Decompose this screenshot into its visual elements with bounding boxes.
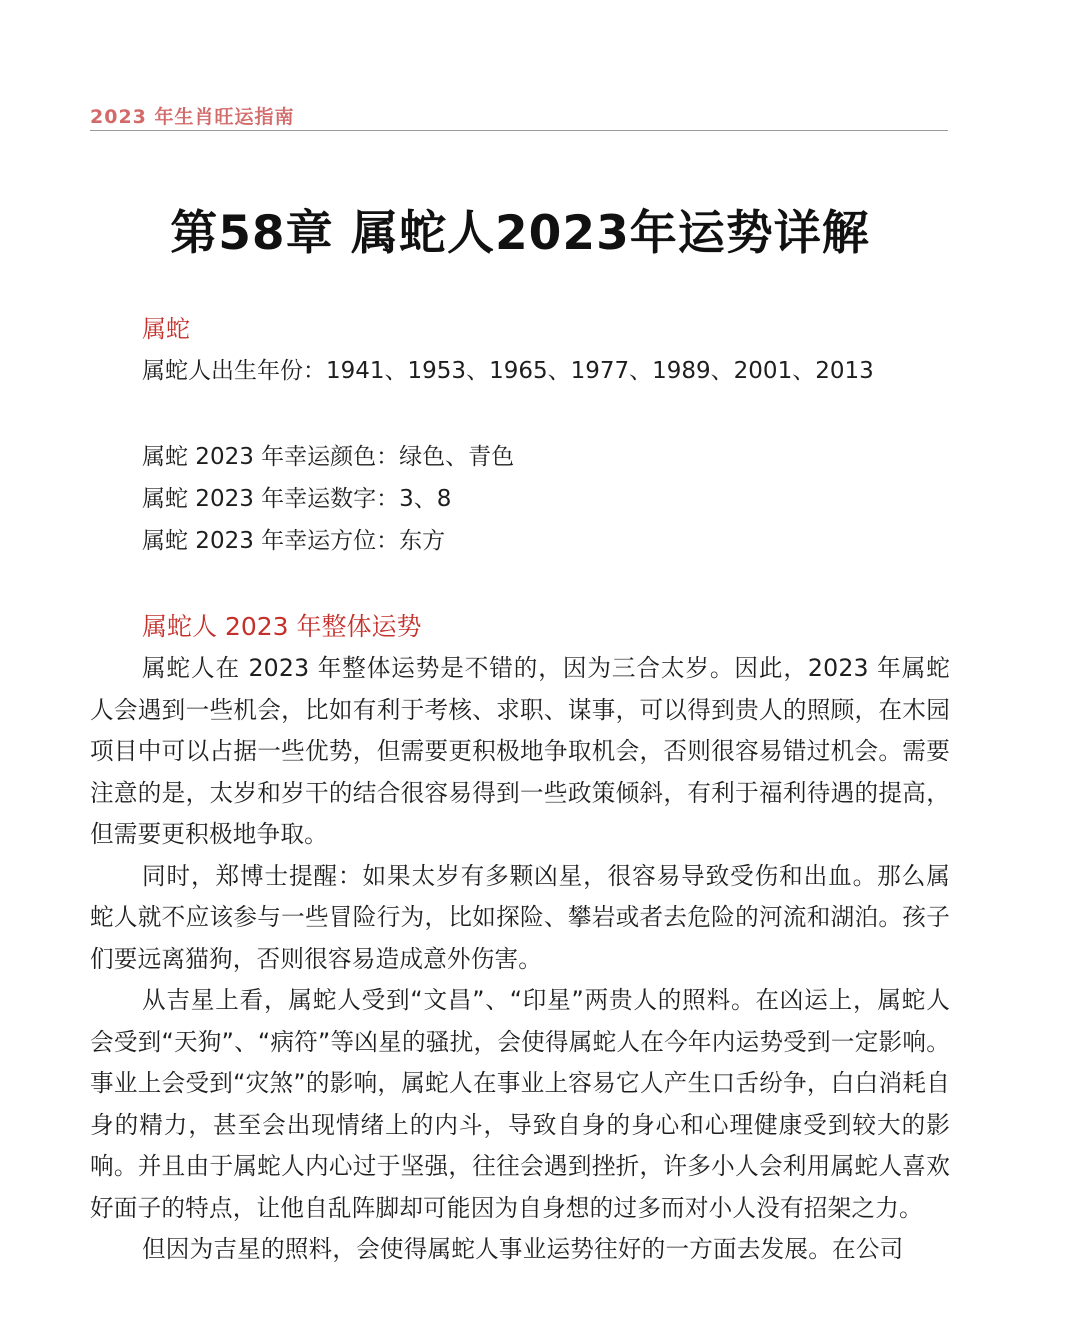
- zodiac-heading: 属蛇: [142, 315, 190, 343]
- lucky-number-line: 属蛇 2023 年幸运数字：3、8: [142, 486, 452, 512]
- birth-years-line: 属蛇人出生年份：1941、1953、1965、1977、1989、2001、2013: [142, 358, 874, 384]
- running-header-text: 2023 年生肖旺运指南: [90, 106, 295, 128]
- running-header: [90, 100, 948, 131]
- paragraph-career: 但因为吉星的照料，会使得属蛇人事业运势往好的一方面去发展。在公司: [142, 1235, 904, 1263]
- paragraph-stars: 从吉星上看，属蛇人受到“文昌”、“印星”两贵人的照料。在凶运上，属蛇人会受到“天狗”、“病符”等凶星的骚扰，会使得属蛇人在今年内运势受到一定影响。事业上会受到“灾煞”的影响，属蛇人在事业上容易它人产生口舌纷争，白白消耗自身的精力，甚至会出现情绪上的内斗，导致自身的身心和心理健康受到较大的影响。并且由于属蛇人内心过于坚强，往往会遇到挫折，许多小人会利用属蛇人喜欢好面子的特点，让他自乱阵脚却可能因为自身想的过多而对小人没有招架之力。: [90, 986, 950, 1222]
- spacer: [90, 392, 950, 436]
- spacer: [90, 562, 950, 606]
- lucky-color-line: 属蛇 2023 年幸运颜色：绿色、青色: [142, 444, 515, 470]
- page-body: [90, 308, 950, 1271]
- paragraph-overall: 属蛇人在 2023 年整体运势是不错的，因为三合太岁。因此，2023 年属蛇人会遇到一些机会，比如有利于考核、求职、谋事，可以得到贵人的照顾，在木园项目中可以占据一些优势，但需要更积极地争取机会，否则很容易错过机会。需要注意的是，太岁和岁干的结合很容易得到一些政策倾斜，有利于福利待遇的提高，但需要更积极地争取。: [90, 654, 950, 848]
- overall-fortune-heading: 属蛇人 2023 年整体运势: [142, 612, 422, 641]
- paragraph-warning: 同时，郑博士提醒：如果太岁有多颗凶星，很容易导致受伤和出血。那么属蛇人就不应该参与一些冒险行为，比如探险、攀岩或者去危险的河流和湖泊。孩子们要远离猫狗，否则很容易造成意外伤害。: [90, 861, 950, 973]
- chapter-title: 第58章 属蛇人2023年运势详解: [170, 206, 870, 261]
- lucky-direction-line: 属蛇 2023 年幸运方位：东方: [142, 528, 446, 554]
